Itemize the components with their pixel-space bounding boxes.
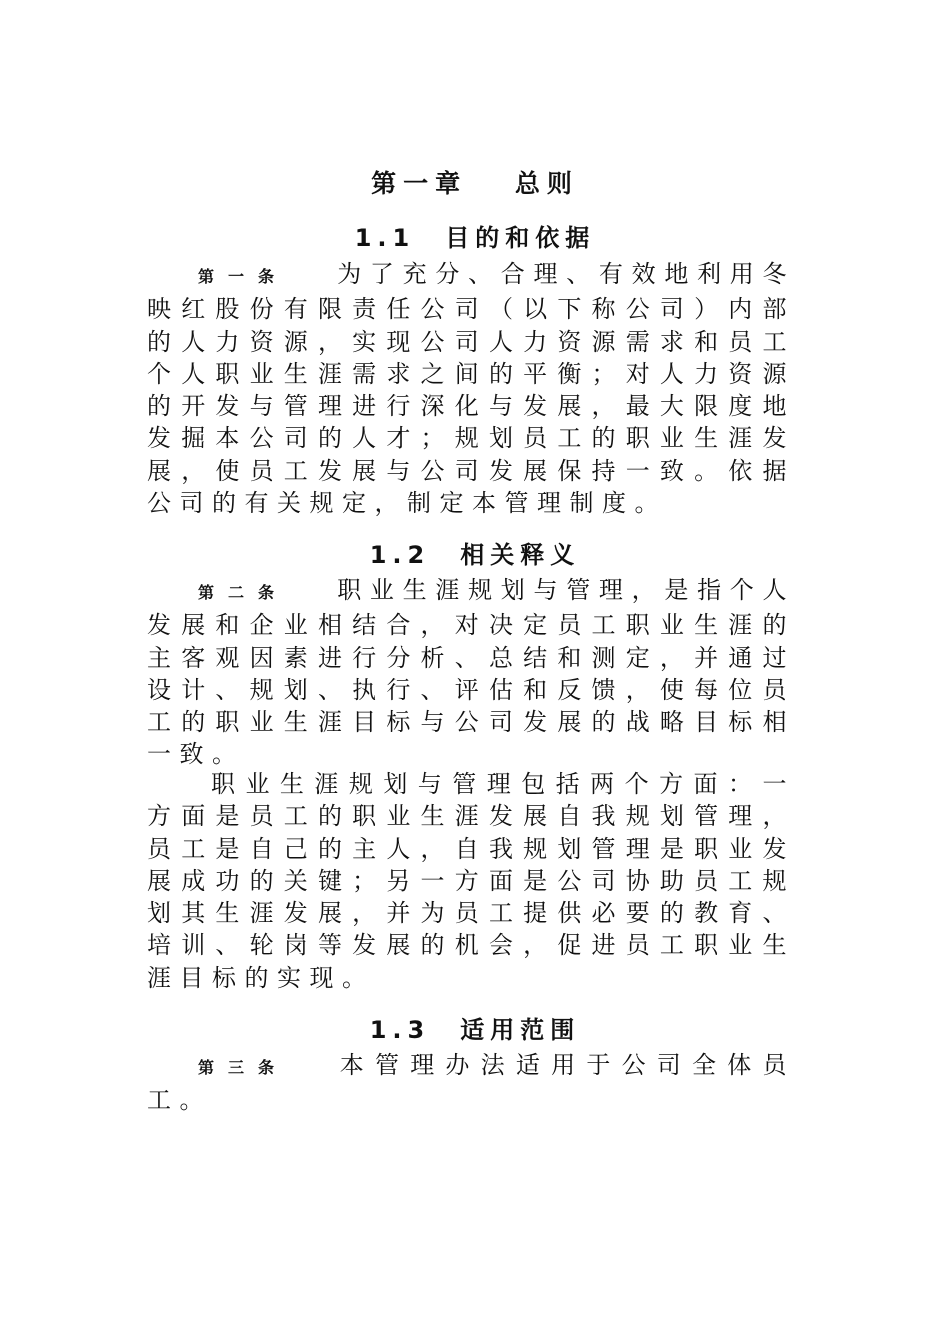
article-3-paragraph	[147, 1049, 795, 1117]
article-3-label: 第三条	[198, 1058, 289, 1077]
section-heading-1-3: 1.3 适用范围	[369, 1016, 581, 1044]
article-2-paragraph-2: 职业生涯规划与管理包括两个方面：一方面是员工的职业生涯发展自我规划管理，员工是自己的主人，自我规划管理是职业发展成功的关键；另一方面是公司协助员工规划其生涯发展，并为员工提供必要的教育、培训、轮岗等发展的机会，促进员工职业生涯目标的实现。	[147, 770, 795, 992]
chapter-title: 第一章 总则	[371, 169, 579, 198]
article-2-text: 职业生涯规划与管理，是指个人发展和企业相结合，对决定员工职业生涯的主客观因素进行分析、总结和测定，并通过设计、规划、执行、评估和反馈，使每位员工的职业生涯目标与公司发展的战略目标相一致。	[147, 576, 795, 769]
article-2-paragraph	[147, 574, 795, 771]
article-1-paragraph	[147, 258, 795, 519]
article-1-text: 为了充分、合理、有效地利用冬映红股份有限责任公司（以下称公司）内部的人力资源，实现公司人力资源需求和员工个人职业生涯需求之间的平衡；对人力资源的开发与管理进行深化与发展，最大限度地发掘本公司的人才；规划员工的职业生涯发展，使员工发展与公司发展保持一致。依据公司的有关规定，制定本管理制度。	[147, 260, 795, 518]
section-heading-1-1: 1.1 目的和依据	[354, 224, 596, 252]
article-1-label: 第一条	[198, 267, 289, 286]
section-heading-1-2: 1.2 相关释义	[369, 541, 581, 569]
article-2-label: 第二条	[198, 583, 289, 602]
article-3-text: 本管理办法适用于公司全体员工。	[147, 1051, 795, 1115]
